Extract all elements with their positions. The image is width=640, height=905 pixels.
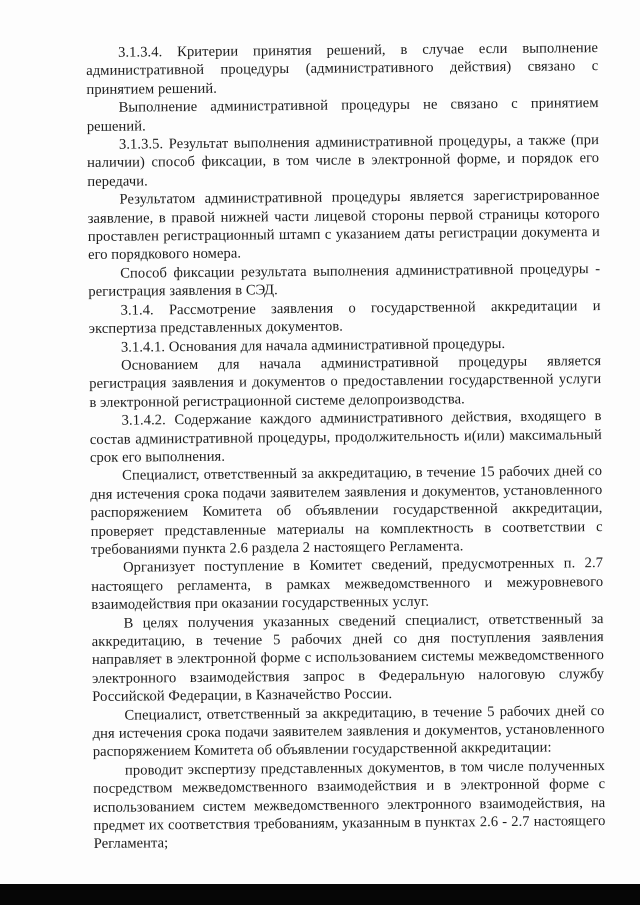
paragraph-expertise-timeline: Специалист, ответственный за аккредитацию, в течение 5 рабочих дней со дня истечения срока подачи заявителем заявления и документов, установленного распоряжением Комитета об объявлении государственной аккредитации: bbox=[92, 702, 605, 761]
paragraph-3-1-4-1-heading: 3.1.4.1. Основания для начала административной процедуры. bbox=[120, 335, 506, 356]
paragraph-interagency-request: В целях получения указанных сведений специалист, ответственный за аккредитацию, в течение 5 рабочих дней со дня поступления заявления направляет в электронной форме с использованием системы межведомственного электронного взаимодействия запрос в Федеральную налоговую службу Российской Федерации, в Казначейство России. bbox=[91, 610, 605, 706]
scan-bottom-edge bbox=[0, 884, 640, 905]
paragraph-3-1-3-5-heading: 3.1.3.5. Результат выполнения административной процедуры, а также (при наличии) способ фиксации, в том числе в электронной форме, и порядок его передачи. bbox=[87, 132, 600, 190]
paragraph-interagency-info: Организует поступление в Комитет сведений, предусмотренных п. 2.7 настоящего регламента, в рамках межведомственного и межуровневого взаимодействия при оказании государственных услуг. bbox=[91, 555, 604, 614]
paragraph-3-1-4-2-heading: 3.1.4.2. Содержание каждого административного действия, входящего в состав административной процедуры, продолжительность и(или) максимальный срок его выполнения. bbox=[89, 408, 602, 466]
paragraph-fixation-method: Способ фиксации результата выполнения административной процедуры - регистрация заявления в СЭД. bbox=[88, 260, 601, 301]
paragraph-completeness-check: Специалист, ответственный за аккредитацию, в течение 15 рабочих дней со дня истечения срока подачи заявителем заявления и документов, установленного распоряжением Комитета об объявлении государственной аккредитации, проверяет представленные материалы на комплектность в соответствии с требованиями пункта 2.6 раздела 2 настоящего Регламента. bbox=[90, 463, 603, 558]
paragraph-expertise-action: проводит экспертизу представленных документов, в том числе полученных посредством межведомственного взаимодействия и в электронной форме с использованием систем межведомственного электронного взаимодействия, на предмет их соответствия требованиям, указанным в пунктах 2.6 - 2.7 настоящего Регламента; bbox=[93, 757, 606, 853]
paragraph-procedure-result: Результатом административной процедуры является зарегистрированное заявление, в правой нижней части лицевой стороны первой страницы которого проставлен регистрационный штамп с указанием даты регистрации документа и его порядкового номера. bbox=[87, 187, 600, 264]
paragraph-3-1-3-4-heading: 3.1.3.4. Критерии принятия решений, в случае если выполнение административной процедуры (административного действия) связано с принятием решений. bbox=[86, 40, 599, 98]
paragraph-3-1-4-heading: 3.1.4. Рассмотрение заявления о государственной аккредитации и экспертиза представленных документов. bbox=[88, 297, 601, 338]
document-body bbox=[86, 39, 606, 854]
paragraph-procedure-basis: Основанием для начала административной процедуры является регистрация заявления и документов о предоставлении государственной услуги в электронной регистрационной системе делопроизводства. bbox=[89, 352, 602, 411]
paragraph-decision-criteria: Выполнение административной процедуры не связано с принятием решений. bbox=[86, 95, 599, 135]
